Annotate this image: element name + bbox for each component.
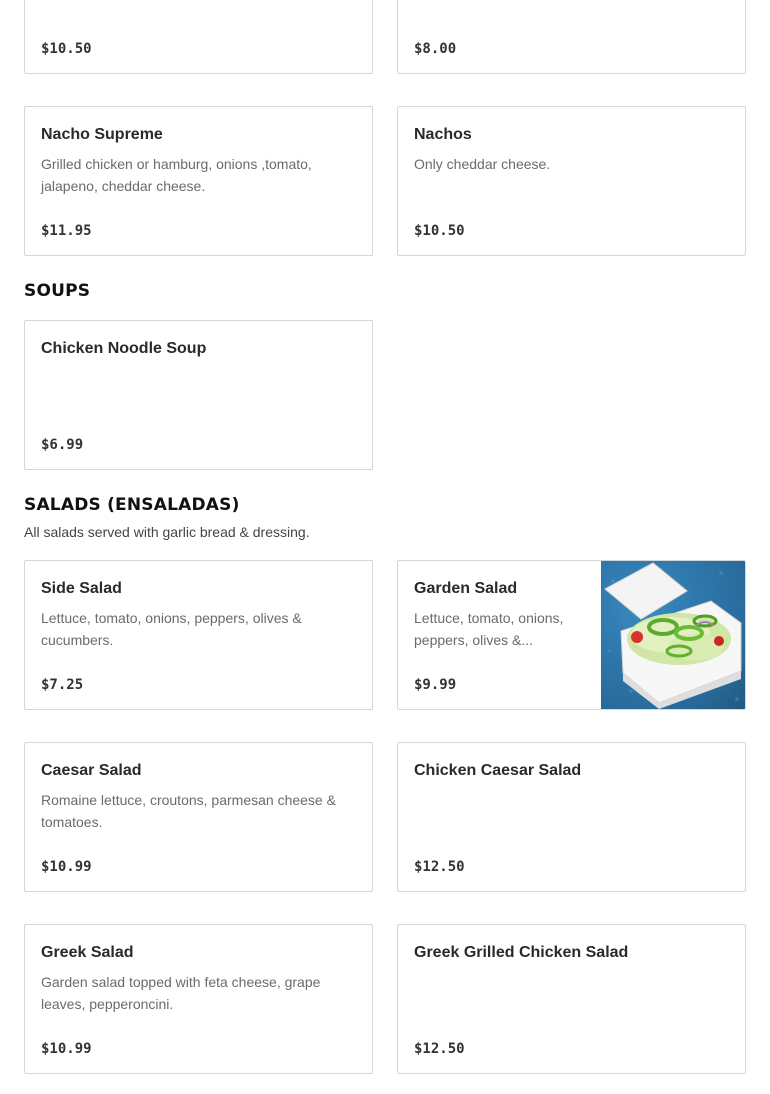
item-price: $10.50 — [41, 41, 92, 57]
menu-item-card[interactable] — [24, 106, 373, 256]
item-name: Caesar Salad — [41, 762, 142, 779]
menu-item-card[interactable] — [24, 742, 373, 892]
item-price: $10.99 — [41, 1041, 92, 1057]
menu-item-card[interactable] — [397, 742, 746, 892]
salad-photo — [601, 561, 745, 709]
item-description: Romaine lettuce, croutons, parmesan cheese & tomatoes. — [41, 792, 336, 830]
item-price: $8.00 — [414, 41, 457, 57]
item-name: Greek Grilled Chicken Salad — [414, 944, 629, 961]
item-name: Chicken Noodle Soup — [41, 340, 207, 357]
item-price: $11.95 — [41, 223, 92, 239]
item-name: Garden Salad — [414, 580, 518, 597]
item-description: Lettuce, tomato, onions, peppers, olives & cucumbers. — [41, 610, 302, 648]
item-price: $12.50 — [414, 859, 465, 875]
menu-item-card[interactable] — [397, 0, 746, 74]
item-name: Nacho Supreme — [41, 126, 163, 143]
item-price: $6.99 — [41, 437, 84, 453]
menu-item-card[interactable] — [24, 560, 373, 710]
item-description: Garden salad topped with feta cheese, grape leaves, pepperoncini. — [41, 974, 321, 1012]
menu-item-card[interactable] — [397, 924, 746, 1074]
item-name: Nachos — [414, 126, 472, 143]
item-price: $12.50 — [414, 1041, 465, 1057]
item-name: Greek Salad — [41, 944, 134, 961]
section-note: All salads served with garlic bread & dressing. — [24, 524, 310, 540]
salad-container-illustration — [601, 561, 745, 709]
menu-item-card[interactable] — [397, 560, 746, 710]
item-name: Side Salad — [41, 580, 122, 597]
item-price: $9.99 — [414, 677, 457, 693]
item-price: $10.99 — [41, 859, 92, 875]
item-price: $7.25 — [41, 677, 84, 693]
menu-item-card[interactable] — [24, 924, 373, 1074]
section-title-salads: SALADS (ENSALADAS) — [24, 495, 240, 515]
section-title-soups: SOUPS — [24, 281, 91, 301]
menu-item-card[interactable] — [24, 0, 373, 74]
item-name: Chicken Caesar Salad — [414, 762, 582, 779]
menu-item-card[interactable] — [397, 106, 746, 256]
menu-item-card[interactable] — [24, 320, 373, 470]
item-description: Only cheddar cheese. — [414, 156, 551, 172]
item-description: Lettuce, tomato, onions, peppers, olives &... — [414, 610, 564, 648]
item-description: Grilled chicken or hamburg, onions ,tomato, jalapeno, cheddar cheese. — [41, 156, 312, 194]
item-price: $10.50 — [414, 223, 465, 239]
